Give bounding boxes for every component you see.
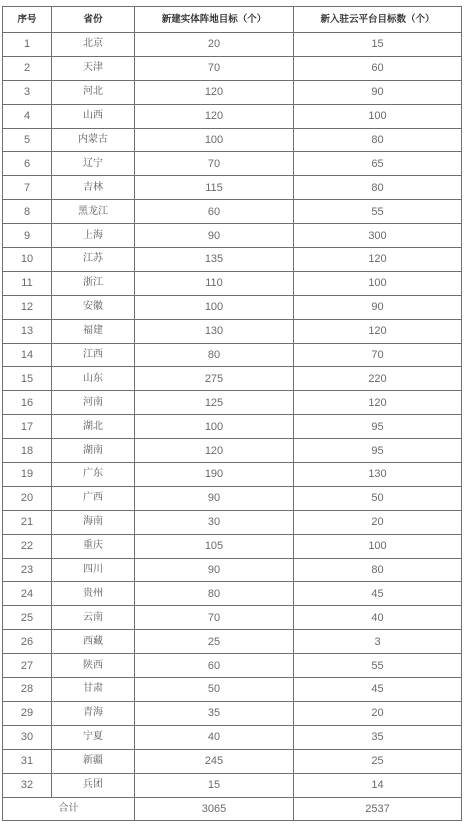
cell-cloud-target: 20 — [294, 510, 462, 534]
cell-cloud-target: 130 — [294, 463, 462, 487]
cell-entity-target: 100 — [135, 415, 294, 439]
cell-cloud-target: 55 — [294, 654, 462, 678]
cell-entity-target: 115 — [135, 176, 294, 200]
header-province: 省份 — [52, 7, 135, 33]
cell-cloud-target: 120 — [294, 391, 462, 415]
cell-province: 兵团 — [52, 773, 135, 797]
cell-cloud-target: 80 — [294, 176, 462, 200]
cell-province: 山西 — [52, 104, 135, 128]
cell-entity-target: 110 — [135, 271, 294, 295]
table-header — [3, 7, 462, 33]
cell-cloud-target: 95 — [294, 439, 462, 463]
cell-cloud-target: 100 — [294, 534, 462, 558]
cell-province: 北京 — [52, 33, 135, 57]
cell-index: 2 — [3, 56, 52, 80]
total-label: 合计 — [3, 797, 135, 821]
table-row — [3, 176, 462, 200]
cell-cloud-target: 300 — [294, 224, 462, 248]
cell-index: 27 — [3, 654, 52, 678]
cell-cloud-target: 45 — [294, 582, 462, 606]
cell-index: 5 — [3, 128, 52, 152]
cell-cloud-target: 14 — [294, 773, 462, 797]
cell-province: 新疆 — [52, 749, 135, 773]
cell-index: 24 — [3, 582, 52, 606]
cell-index: 21 — [3, 510, 52, 534]
cell-entity-target: 125 — [135, 391, 294, 415]
cell-entity-target: 80 — [135, 582, 294, 606]
cell-cloud-target: 70 — [294, 343, 462, 367]
cell-entity-target: 130 — [135, 319, 294, 343]
cell-province: 陕西 — [52, 654, 135, 678]
cell-province: 吉林 — [52, 176, 135, 200]
header-entity-target: 新建实体阵地目标（个） — [135, 7, 294, 33]
cell-entity-target: 30 — [135, 510, 294, 534]
table-row — [3, 510, 462, 534]
cell-entity-target: 100 — [135, 295, 294, 319]
cell-index: 25 — [3, 606, 52, 630]
cell-province: 河北 — [52, 80, 135, 104]
table-row — [3, 343, 462, 367]
table-row — [3, 749, 462, 773]
cell-index: 28 — [3, 678, 52, 702]
cell-province: 天津 — [52, 56, 135, 80]
cell-cloud-target: 120 — [294, 319, 462, 343]
header-index: 序号 — [3, 7, 52, 33]
cell-cloud-target: 35 — [294, 725, 462, 749]
cell-index: 20 — [3, 486, 52, 510]
cell-index: 8 — [3, 200, 52, 224]
cell-province: 湖南 — [52, 439, 135, 463]
cell-cloud-target: 80 — [294, 128, 462, 152]
cell-index: 4 — [3, 104, 52, 128]
cell-province: 内蒙古 — [52, 128, 135, 152]
cell-entity-target: 35 — [135, 701, 294, 725]
table-row — [3, 582, 462, 606]
total-row — [3, 797, 462, 821]
table-row — [3, 701, 462, 725]
cell-province: 江西 — [52, 343, 135, 367]
table-row — [3, 104, 462, 128]
cell-cloud-target: 45 — [294, 678, 462, 702]
cell-province: 湖北 — [52, 415, 135, 439]
header-cloud-target: 新入驻云平台目标数（个） — [294, 7, 462, 33]
cell-cloud-target: 65 — [294, 152, 462, 176]
cell-index: 13 — [3, 319, 52, 343]
cell-province: 四川 — [52, 558, 135, 582]
cell-index: 15 — [3, 367, 52, 391]
cell-cloud-target: 20 — [294, 701, 462, 725]
table-row — [3, 725, 462, 749]
cell-index: 10 — [3, 248, 52, 272]
table-row — [3, 630, 462, 654]
cell-province: 重庆 — [52, 534, 135, 558]
cell-entity-target: 70 — [135, 152, 294, 176]
table-row — [3, 33, 462, 57]
cell-index: 17 — [3, 415, 52, 439]
cell-cloud-target: 100 — [294, 104, 462, 128]
table-row — [3, 248, 462, 272]
table-row — [3, 152, 462, 176]
cell-entity-target: 90 — [135, 486, 294, 510]
table-body — [3, 33, 462, 798]
cell-province: 安徽 — [52, 295, 135, 319]
cell-province: 浙江 — [52, 271, 135, 295]
cell-index: 16 — [3, 391, 52, 415]
cell-entity-target: 60 — [135, 654, 294, 678]
cell-index: 9 — [3, 224, 52, 248]
cell-index: 26 — [3, 630, 52, 654]
table-row — [3, 319, 462, 343]
cell-index: 7 — [3, 176, 52, 200]
cell-province: 青海 — [52, 701, 135, 725]
table-row — [3, 56, 462, 80]
cell-index: 22 — [3, 534, 52, 558]
cell-entity-target: 105 — [135, 534, 294, 558]
table-row — [3, 534, 462, 558]
cell-province: 广西 — [52, 486, 135, 510]
cell-entity-target: 190 — [135, 463, 294, 487]
cell-entity-target: 80 — [135, 343, 294, 367]
cell-entity-target: 90 — [135, 558, 294, 582]
cell-index: 3 — [3, 80, 52, 104]
cell-province: 云南 — [52, 606, 135, 630]
cell-province: 黑龙江 — [52, 200, 135, 224]
cell-province: 辽宁 — [52, 152, 135, 176]
cell-province: 上海 — [52, 224, 135, 248]
cell-index: 18 — [3, 439, 52, 463]
table-container — [2, 6, 462, 821]
cell-cloud-target: 90 — [294, 295, 462, 319]
table-row — [3, 367, 462, 391]
cell-index: 32 — [3, 773, 52, 797]
table-row — [3, 200, 462, 224]
cell-cloud-target: 90 — [294, 80, 462, 104]
cell-entity-target: 120 — [135, 80, 294, 104]
cell-entity-target: 120 — [135, 439, 294, 463]
cell-index: 31 — [3, 749, 52, 773]
table-row — [3, 463, 462, 487]
table-row — [3, 486, 462, 510]
cell-entity-target: 90 — [135, 224, 294, 248]
cell-entity-target: 135 — [135, 248, 294, 272]
cell-index: 6 — [3, 152, 52, 176]
cell-index: 19 — [3, 463, 52, 487]
cell-cloud-target: 100 — [294, 271, 462, 295]
table-footer — [3, 797, 462, 821]
cell-entity-target: 245 — [135, 749, 294, 773]
table-row — [3, 439, 462, 463]
cell-province: 广东 — [52, 463, 135, 487]
cell-cloud-target: 25 — [294, 749, 462, 773]
cell-entity-target: 120 — [135, 104, 294, 128]
table-row — [3, 295, 462, 319]
total-entity: 3065 — [135, 797, 294, 821]
cell-index: 11 — [3, 271, 52, 295]
cell-cloud-target: 220 — [294, 367, 462, 391]
cell-cloud-target: 95 — [294, 415, 462, 439]
cell-entity-target: 275 — [135, 367, 294, 391]
cell-index: 14 — [3, 343, 52, 367]
cell-index: 30 — [3, 725, 52, 749]
table-row — [3, 128, 462, 152]
cell-province: 宁夏 — [52, 725, 135, 749]
cell-entity-target: 20 — [135, 33, 294, 57]
cell-entity-target: 70 — [135, 56, 294, 80]
cell-province: 甘肃 — [52, 678, 135, 702]
cell-index: 23 — [3, 558, 52, 582]
cell-index: 12 — [3, 295, 52, 319]
cell-entity-target: 15 — [135, 773, 294, 797]
cell-index: 29 — [3, 701, 52, 725]
cell-entity-target: 100 — [135, 128, 294, 152]
header-row — [3, 7, 462, 33]
table-row — [3, 773, 462, 797]
cell-cloud-target: 60 — [294, 56, 462, 80]
table-row — [3, 80, 462, 104]
cell-cloud-target: 80 — [294, 558, 462, 582]
province-target-table — [2, 6, 462, 821]
cell-province: 河南 — [52, 391, 135, 415]
cell-entity-target: 25 — [135, 630, 294, 654]
cell-province: 西藏 — [52, 630, 135, 654]
cell-cloud-target: 55 — [294, 200, 462, 224]
cell-cloud-target: 3 — [294, 630, 462, 654]
total-cloud: 2537 — [294, 797, 462, 821]
table-row — [3, 391, 462, 415]
table-row — [3, 558, 462, 582]
cell-cloud-target: 120 — [294, 248, 462, 272]
cell-cloud-target: 50 — [294, 486, 462, 510]
table-row — [3, 271, 462, 295]
cell-province: 江苏 — [52, 248, 135, 272]
cell-cloud-target: 40 — [294, 606, 462, 630]
table-row — [3, 654, 462, 678]
table-row — [3, 678, 462, 702]
cell-province: 福建 — [52, 319, 135, 343]
cell-province: 海南 — [52, 510, 135, 534]
cell-province: 贵州 — [52, 582, 135, 606]
table-row — [3, 224, 462, 248]
table-row — [3, 606, 462, 630]
cell-cloud-target: 15 — [294, 33, 462, 57]
cell-entity-target: 40 — [135, 725, 294, 749]
cell-entity-target: 70 — [135, 606, 294, 630]
cell-index: 1 — [3, 33, 52, 57]
cell-entity-target: 60 — [135, 200, 294, 224]
cell-province: 山东 — [52, 367, 135, 391]
table-row — [3, 415, 462, 439]
cell-entity-target: 50 — [135, 678, 294, 702]
